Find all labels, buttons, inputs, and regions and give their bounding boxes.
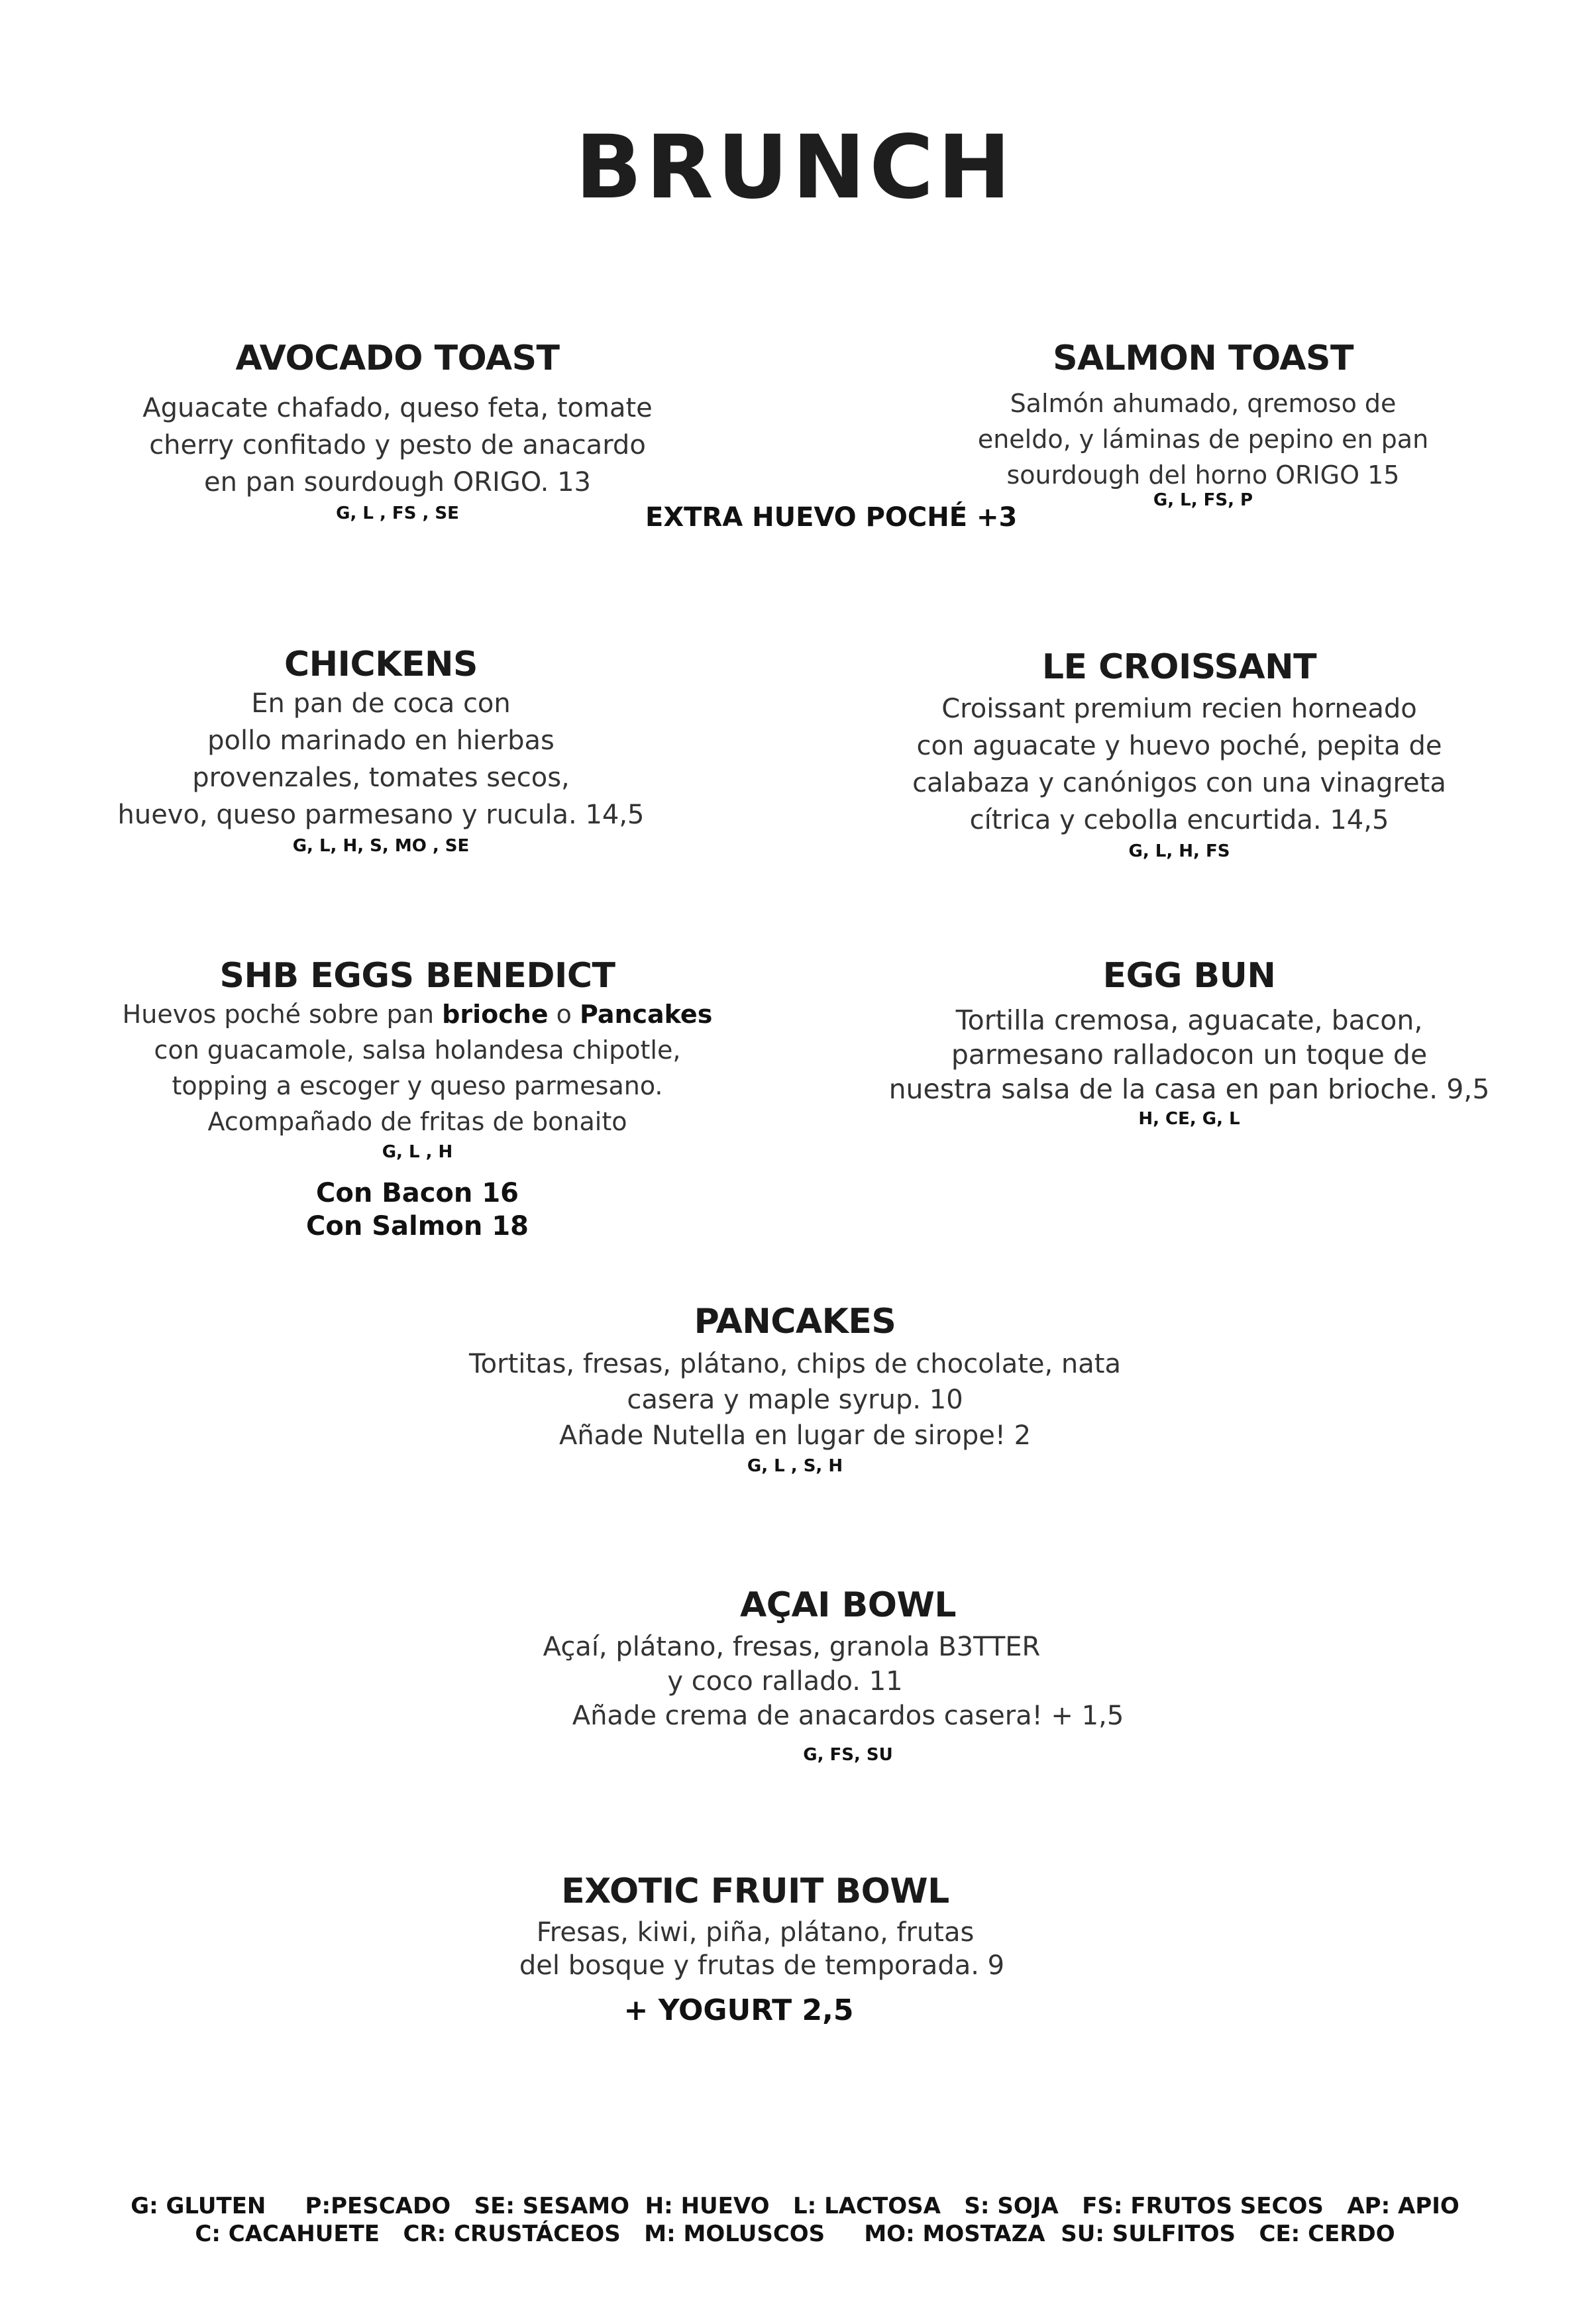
- description-line: cherry confitado y pesto de anacardo: [149, 429, 646, 460]
- description-line: Fresas, kiwi, piña, plátano, frutas: [536, 1917, 975, 1948]
- item-name: CHICKENS: [284, 645, 478, 684]
- item-description: [464, 1346, 1126, 1453]
- description-line: [106, 996, 729, 1032]
- allergen-codes: G, FS, SU: [803, 1744, 893, 1765]
- description-line: y coco rallado. 11: [667, 1665, 903, 1697]
- menu-item-avocado-toast: [132, 339, 662, 523]
- description-line: pollo marinado en hierbas: [207, 725, 555, 756]
- menu-item-eggs-benedict: [106, 957, 729, 1243]
- menu-item-le-croissant: [888, 648, 1471, 861]
- description-line: calabaza y canónigos con una vinagreta: [912, 767, 1446, 798]
- description-line: con aguacate y huevo poché, pepita de: [916, 730, 1442, 761]
- bread-option-brioche: brioche: [442, 999, 549, 1029]
- description-line: parmesano ralladocon un toque de: [951, 1038, 1428, 1071]
- item-description: [951, 386, 1455, 493]
- yogurt-extra: + YOGURT 2,5: [623, 1993, 854, 2027]
- description-line: Añade Nutella en lugar de sirope! 2: [558, 1420, 1032, 1451]
- allergen-codes: G, L , S, H: [747, 1455, 843, 1476]
- description-line: Salmón ahumado, qremoso de: [1010, 388, 1397, 418]
- description-line: provenzales, tomates secos,: [192, 762, 570, 793]
- item-description: [874, 1003, 1504, 1106]
- description-line: del bosque y frutas de temporada. 9: [519, 1950, 1005, 1981]
- extra-poached-egg: EXTRA HUEVO POCHÉ +3: [645, 502, 1018, 533]
- description-line: topping a escoger y queso parmesano.: [172, 1071, 663, 1100]
- description-line: cítrica y cebolla encurtida. 14,5: [969, 804, 1389, 835]
- description-line: en pan sourdough ORIGO. 13: [204, 466, 591, 498]
- description-line: Croissant premium recien horneado: [941, 693, 1417, 724]
- item-name: PANCAKES: [694, 1302, 896, 1342]
- description-text: Huevos poché sobre pan: [122, 999, 443, 1029]
- item-description: [517, 1630, 1179, 1733]
- description-line: Tortitas, fresas, plátano, chips de chocolate, nata: [469, 1348, 1121, 1379]
- description-line: Açaí, plátano, fresas, granola B3TTER: [543, 1631, 1041, 1662]
- description-line: Acompañado de fritas de bonaito: [207, 1106, 627, 1136]
- item-name: AVOCADO TOAST: [235, 339, 560, 378]
- allergen-codes: G, L, FS, P: [1153, 490, 1253, 510]
- allergen-codes: G, L , FS , SE: [336, 503, 459, 523]
- item-name: EGG BUN: [1102, 956, 1276, 996]
- description-line: casera y maple syrup. 10: [627, 1384, 963, 1415]
- description-line: En pan de coca con: [251, 688, 511, 719]
- description-line: eneldo, y láminas de pepino en pan: [977, 424, 1429, 454]
- allergen-legend-row-2: C: CACAHUETE CR: CRUSTÁCEOS M: MOLUSCOS MO: MOSTAZA SU: SULFITOS CE: CERDO: [195, 2221, 1395, 2247]
- item-description: [132, 390, 662, 501]
- description-line: Aguacate chafado, queso feta, tomate: [142, 392, 653, 423]
- price-with-salmon: Con Salmon 18: [306, 1210, 529, 1241]
- allergen-legend-row-1: G: GLUTEN P:PESCADO SE: SESAMO H: HUEVO L: LACTOSA S: SOJA FS: FRUTOS SECOS AP: APIO: [131, 2193, 1459, 2219]
- description-text: o: [548, 999, 580, 1029]
- item-description: [888, 690, 1471, 839]
- item-description: [464, 1916, 1126, 1982]
- description-line: con guacamole, salsa holandesa chipotle,: [154, 1035, 681, 1065]
- item-description: [106, 996, 729, 1139]
- description-line: nuestra salsa de la casa en pan brioche. 9,5: [888, 1073, 1490, 1105]
- allergen-codes: G, L, H, S, MO , SE: [292, 835, 470, 856]
- menu-item-pancakes: [464, 1302, 1126, 1476]
- item-name: SHB EGGS BENEDICT: [219, 956, 615, 996]
- menu-item-exotic-fruit-bowl: [464, 1872, 1126, 2027]
- menu-item-salmon-toast: [951, 339, 1455, 510]
- item-name: EXOTIC FRUIT BOWL: [561, 1872, 949, 1911]
- allergen-codes: G, L , H: [382, 1141, 453, 1162]
- page-title: BRUNCH: [575, 117, 1015, 219]
- item-name: LE CROISSANT: [1041, 647, 1317, 687]
- menu-item-chickens: [106, 645, 656, 856]
- item-description: [106, 685, 656, 833]
- description-line: Añade crema de anacardos casera! + 1,5: [572, 1700, 1124, 1731]
- allergen-codes: H, CE, G, L: [1138, 1108, 1240, 1129]
- bread-option-pancakes: Pancakes: [579, 999, 713, 1029]
- description-line: huevo, queso parmesano y rucula. 14,5: [117, 799, 645, 830]
- item-name: AÇAI BOWL: [740, 1585, 956, 1625]
- item-name: SALMON TOAST: [1053, 339, 1353, 378]
- description-line: sourdough del horno ORIGO 15: [1006, 460, 1400, 490]
- description-line: Tortilla cremosa, aguacate, bacon,: [955, 1004, 1423, 1036]
- menu-item-acai-bowl: [517, 1586, 1179, 1765]
- price-with-bacon: Con Bacon 16: [316, 1177, 519, 1208]
- allergen-codes: G, L, H, FS: [1128, 841, 1230, 861]
- menu-item-egg-bun: [874, 957, 1504, 1129]
